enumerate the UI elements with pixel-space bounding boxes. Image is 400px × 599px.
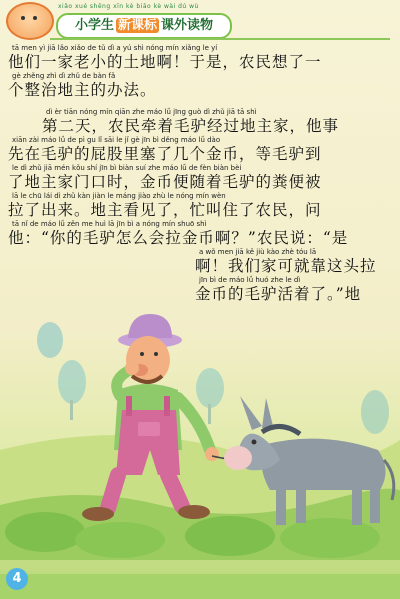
- series-title: [56, 13, 232, 39]
- text-line: [42, 108, 339, 135]
- pinyin-line: tā nǐ de máo lǘ zěn me huì lā jīn bì a nóng mín shuō shì: [12, 220, 207, 228]
- pinyin-line: gè zhěng zhì dì zhǔ de bàn fǎ: [12, 72, 116, 80]
- pinyin-line: jīn bì de máo lǘ huó zhe le dì: [199, 276, 301, 284]
- pinyin-line: le dì zhǔ jiā mén kǒu shí jīn bì biàn suí zhe máo lǘ de fèn biàn bèi: [12, 164, 242, 172]
- bottom-grass-bar: [0, 574, 400, 599]
- pinyin-line: a wǒ men jiā kě jiù kào zhè tóu lā: [199, 248, 317, 256]
- pinyin-line: lā le chū lái dì zhǔ kàn jiàn le máng jiào zhù le nóng mín wèn: [12, 192, 226, 200]
- page-number: 4: [6, 568, 28, 590]
- hanzi-line: 第二天，农民牵着毛驴经过地主家，他事: [42, 117, 340, 135]
- text-line: [8, 164, 322, 191]
- series-title-part2: 课外读物: [161, 18, 214, 33]
- text-line: [8, 44, 322, 71]
- hanzi-line: 他：“你的毛驴怎么会拉金币啊？”农民说：“是: [8, 229, 349, 247]
- header-divider: [50, 38, 390, 40]
- hanzi-line: 个整治地主的办法。: [8, 81, 157, 99]
- hanzi-line: 金币的毛驴活着了。”地: [195, 285, 362, 303]
- text-line: [8, 220, 348, 247]
- pinyin-line: tā men yì jiā lǎo xiǎo de tǔ dì a yú shì nóng mín xiǎng le yí: [12, 44, 218, 52]
- series-title-highlight: 新课标: [117, 18, 157, 33]
- text-line: [8, 136, 322, 163]
- hanzi-line: 了地主家门口时，金币便随着毛驴的粪便被: [8, 173, 322, 191]
- mascot-eye-left: [21, 16, 25, 20]
- mascot-icon: [6, 2, 54, 40]
- pinyin-line: xiān zài máo lǘ de pì gu lǐ sāi le jǐ gè jīn bì děng máo lǘ dào: [12, 136, 221, 144]
- hanzi-line: 拉了出来。地主看见了，忙叫住了农民，问: [8, 201, 322, 219]
- text-line: [8, 192, 322, 219]
- page-header: [0, 0, 400, 40]
- background-trees: [37, 322, 389, 434]
- hanzi-line: 啊！我们家可就靠这头拉: [195, 257, 377, 275]
- series-title-part1: 小学生: [74, 18, 114, 33]
- pinyin-line: dì èr tiān nóng mín qiān zhe máo lǘ jīng guò dì zhǔ jiā tā shì: [46, 108, 257, 116]
- mascot-eye-right: [33, 16, 37, 20]
- series-title-pinyin: xiǎo xué shēng xīn kè biāo kè wài dú wù: [58, 3, 199, 10]
- text-line: [195, 276, 361, 303]
- hanzi-line: 先在毛驴的屁股里塞了几个金币，等毛驴到: [8, 145, 322, 163]
- text-line: [195, 248, 377, 275]
- hanzi-line: 他们一家老小的土地啊！于是，农民想了一: [8, 53, 322, 71]
- text-line: [8, 72, 157, 99]
- story-illustration: [0, 300, 400, 560]
